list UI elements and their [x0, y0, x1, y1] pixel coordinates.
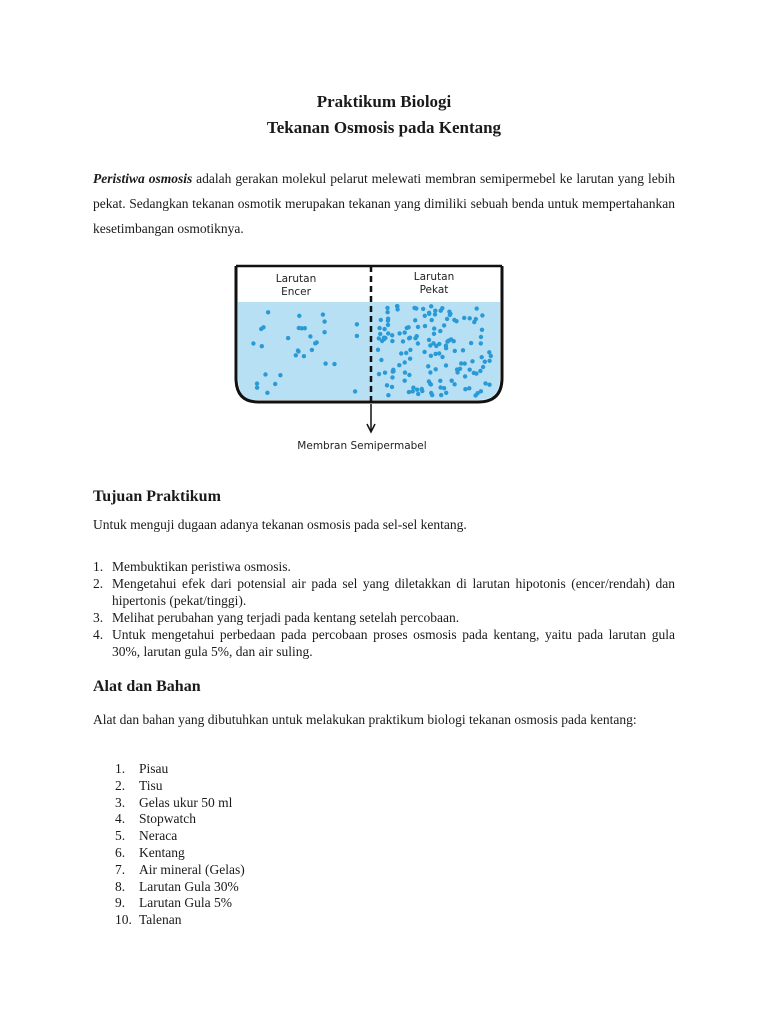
- particle-dot: [385, 383, 389, 387]
- particle-dot: [294, 353, 298, 357]
- particle-dot: [395, 304, 399, 308]
- list-item: 2. Tisu: [115, 777, 163, 793]
- particle-dot: [479, 335, 483, 339]
- particle-dot: [382, 327, 386, 331]
- particle-dot: [397, 363, 401, 367]
- particle-dot: [255, 386, 259, 390]
- particle-dot: [439, 393, 443, 397]
- particle-dot: [439, 309, 443, 313]
- particle-dot: [302, 354, 306, 358]
- list-item: 3. Melihat perubahan yang terjadi pada kentang setelah percobaan.: [93, 610, 460, 625]
- particle-dot: [428, 382, 432, 386]
- particle-dot: [420, 387, 424, 391]
- particle-dot: [459, 361, 463, 365]
- particle-dot: [403, 360, 407, 364]
- particle-dot: [296, 348, 300, 352]
- particle-dot: [390, 385, 394, 389]
- particle-dot: [383, 371, 387, 375]
- particle-dot: [422, 350, 426, 354]
- particle-dot: [322, 319, 326, 323]
- particle-dot: [483, 381, 487, 385]
- list-item: 9. Larutan Gula 5%: [115, 895, 232, 911]
- particle-dot: [449, 337, 453, 341]
- document-subtitle: Tekanan Osmosis pada Kentang: [266, 118, 502, 137]
- particle-dot: [416, 341, 420, 345]
- particle-dot: [407, 390, 411, 394]
- particle-dot: [415, 334, 419, 338]
- particle-dot: [455, 367, 459, 371]
- particle-dot: [463, 374, 467, 378]
- particle-dot: [429, 354, 433, 358]
- particle-dot: [479, 341, 483, 345]
- particle-dot: [255, 381, 259, 385]
- particle-dot: [377, 372, 381, 376]
- right-label-line1: Larutan: [413, 271, 455, 283]
- particle-dot: [260, 344, 264, 348]
- particle-dot: [413, 318, 417, 322]
- particle-dot: [427, 338, 431, 342]
- particle-dot: [407, 373, 411, 377]
- particle-dot: [408, 336, 412, 340]
- particle-dot: [310, 348, 314, 352]
- particle-dot: [332, 362, 336, 366]
- particle-dot: [382, 336, 386, 340]
- particle-dot: [355, 322, 359, 326]
- particle-dot: [461, 348, 465, 352]
- particle-dot: [408, 357, 412, 361]
- particle-dot: [421, 307, 425, 311]
- section-heading-tujuan: Tujuan Praktikum: [93, 488, 221, 505]
- particle-dot: [278, 373, 282, 377]
- list-item: 5. Neraca: [115, 828, 178, 844]
- particle-dot: [323, 361, 327, 365]
- particle-dot: [468, 316, 472, 320]
- particle-dot: [390, 333, 394, 337]
- document-title: Praktikum Biologi: [316, 92, 452, 111]
- particle-dot: [487, 350, 491, 354]
- particle-dot: [470, 359, 474, 363]
- particle-dot: [462, 316, 466, 320]
- left-label-line2: Encer: [281, 286, 311, 298]
- particle-dot: [481, 365, 485, 369]
- particle-dot: [263, 372, 267, 376]
- particle-dot: [411, 389, 415, 393]
- particle-dot: [480, 355, 484, 359]
- list-item: 6. Kentang: [115, 844, 185, 860]
- particle-dot: [353, 389, 357, 393]
- list-item: 2. Mengetahui efek dari potensial air pada sel yang diletakkan di larutan hipotonis (encer/rendah) dan hipertonis (pekat/tinggi).: [93, 576, 675, 608]
- particle-dot: [415, 388, 419, 392]
- particle-dot: [322, 330, 326, 334]
- particle-dot: [453, 349, 457, 353]
- particle-dot: [467, 386, 471, 390]
- intro-term: Peristiwa osmosis: [93, 171, 193, 186]
- water-fill: [238, 302, 500, 400]
- particle-dot: [308, 334, 312, 338]
- particle-dot: [487, 359, 491, 363]
- particle-dot: [444, 346, 448, 350]
- particle-dot: [300, 326, 304, 330]
- particle-dot: [450, 379, 454, 383]
- particle-dot: [472, 320, 476, 324]
- tujuan-list: [93, 558, 675, 660]
- particle-dot: [386, 393, 390, 397]
- particle-dot: [442, 323, 446, 327]
- left-label-line1: Larutan: [275, 273, 317, 285]
- list-item: 1. Membuktikan peristiwa osmosis.: [93, 559, 291, 574]
- particle-dot: [379, 358, 383, 362]
- particle-dot: [386, 317, 390, 321]
- particle-dot: [475, 306, 479, 310]
- particle-dot: [391, 368, 395, 372]
- osmosis-diagram: [226, 258, 516, 458]
- particle-dot: [429, 304, 433, 308]
- particle-dot: [438, 329, 442, 333]
- intro-paragraph: [93, 166, 675, 241]
- intro-text: adalah gerakan molekul pelarut melewati membran semipermebel ke larutan yang lebih pekat. Sedangkan tekanan osmotik merupakan tekanan yang dimiliki sebuah benda untuk mempertahankan kesetimbangan osmotiknya.: [93, 171, 675, 236]
- section-heading-alat: Alat dan Bahan: [93, 678, 201, 695]
- particle-dot: [405, 326, 409, 330]
- particle-dot: [403, 370, 407, 374]
- particle-dot: [297, 314, 301, 318]
- particle-dot: [397, 331, 401, 335]
- particle-dot: [445, 317, 449, 321]
- particle-dot: [378, 332, 382, 336]
- particle-dot: [483, 360, 487, 364]
- particle-dot: [434, 344, 438, 348]
- particle-dot: [404, 351, 408, 355]
- particle-dot: [414, 306, 418, 310]
- particle-dot: [266, 310, 270, 314]
- particle-dot: [390, 375, 394, 379]
- particle-dot: [444, 363, 448, 367]
- particle-dot: [355, 334, 359, 338]
- particle-dot: [401, 339, 405, 343]
- list-item: 10. Talenan: [115, 912, 182, 928]
- particle-dot: [403, 330, 407, 334]
- particle-dot: [480, 313, 484, 317]
- alat-paragraph: Alat dan bahan yang dibutuhkan untuk melakukan praktikum biologi tekanan osmosis pada kentang:: [93, 712, 637, 727]
- particle-dot: [479, 389, 483, 393]
- particle-dot: [469, 341, 473, 345]
- particle-dot: [438, 379, 442, 383]
- membrane-label: Membran Semipermabel: [297, 440, 427, 452]
- particle-dot: [447, 310, 451, 314]
- tujuan-paragraph: Untuk menguji dugaan adanya tekanan osmosis pada sel-sel kentang.: [93, 517, 467, 532]
- particle-dot: [377, 326, 381, 330]
- list-item: 1. Pisau: [115, 761, 169, 776]
- particle-dot: [423, 324, 427, 328]
- particle-dot: [426, 364, 430, 368]
- particle-dot: [403, 379, 407, 383]
- particle-dot: [463, 387, 467, 391]
- particle-dot: [434, 367, 438, 371]
- alat-list: [115, 761, 245, 929]
- list-item: 4. Untuk mengetahui perbedaan pada percobaan proses osmosis pada kentang, yaitu pada larutan gula 30%, larutan gula 5%, dan air suling.: [93, 627, 675, 659]
- particle-dot: [452, 382, 456, 386]
- particle-dot: [376, 348, 380, 352]
- particle-dot: [444, 391, 448, 395]
- particle-dot: [411, 386, 415, 390]
- particle-dot: [385, 310, 389, 314]
- particle-dot: [432, 326, 436, 330]
- particle-dot: [416, 325, 420, 329]
- particle-dot: [468, 368, 472, 372]
- particle-dot: [385, 306, 389, 310]
- particle-dot: [386, 331, 390, 335]
- particle-dot: [473, 393, 477, 397]
- particle-dot: [261, 325, 265, 329]
- particle-dot: [251, 341, 255, 345]
- particle-dot: [428, 370, 432, 374]
- particle-dot: [390, 339, 394, 343]
- particle-dot: [430, 393, 434, 397]
- particle-dot: [386, 323, 390, 327]
- particle-dot: [442, 386, 446, 390]
- right-label-line2: Pekat: [419, 284, 449, 296]
- particle-dot: [433, 312, 437, 316]
- particle-dot: [379, 318, 383, 322]
- particle-dot: [423, 314, 427, 318]
- particle-dot: [399, 351, 403, 355]
- particle-dot: [321, 312, 325, 316]
- list-item: 8. Larutan Gula 30%: [115, 878, 239, 894]
- particle-dot: [432, 332, 436, 336]
- list-item: 7. Air mineral (Gelas): [115, 861, 245, 877]
- particle-dot: [440, 355, 444, 359]
- particle-dot: [454, 319, 458, 323]
- particle-dot: [427, 312, 431, 316]
- particle-dot: [474, 371, 478, 375]
- particle-dot: [286, 336, 290, 340]
- particle-dot: [480, 328, 484, 332]
- list-item: 3. Gelas ukur 50 ml: [115, 794, 233, 810]
- particle-dot: [416, 392, 420, 396]
- list-item: 4. Stopwatch: [115, 811, 196, 827]
- particle-dot: [478, 369, 482, 373]
- particle-dot: [408, 348, 412, 352]
- particle-dot: [273, 382, 277, 386]
- particle-dot: [487, 383, 491, 387]
- particle-dot: [315, 340, 319, 344]
- particle-dot: [433, 352, 437, 356]
- particle-dot: [265, 391, 269, 395]
- particle-dot: [430, 318, 434, 322]
